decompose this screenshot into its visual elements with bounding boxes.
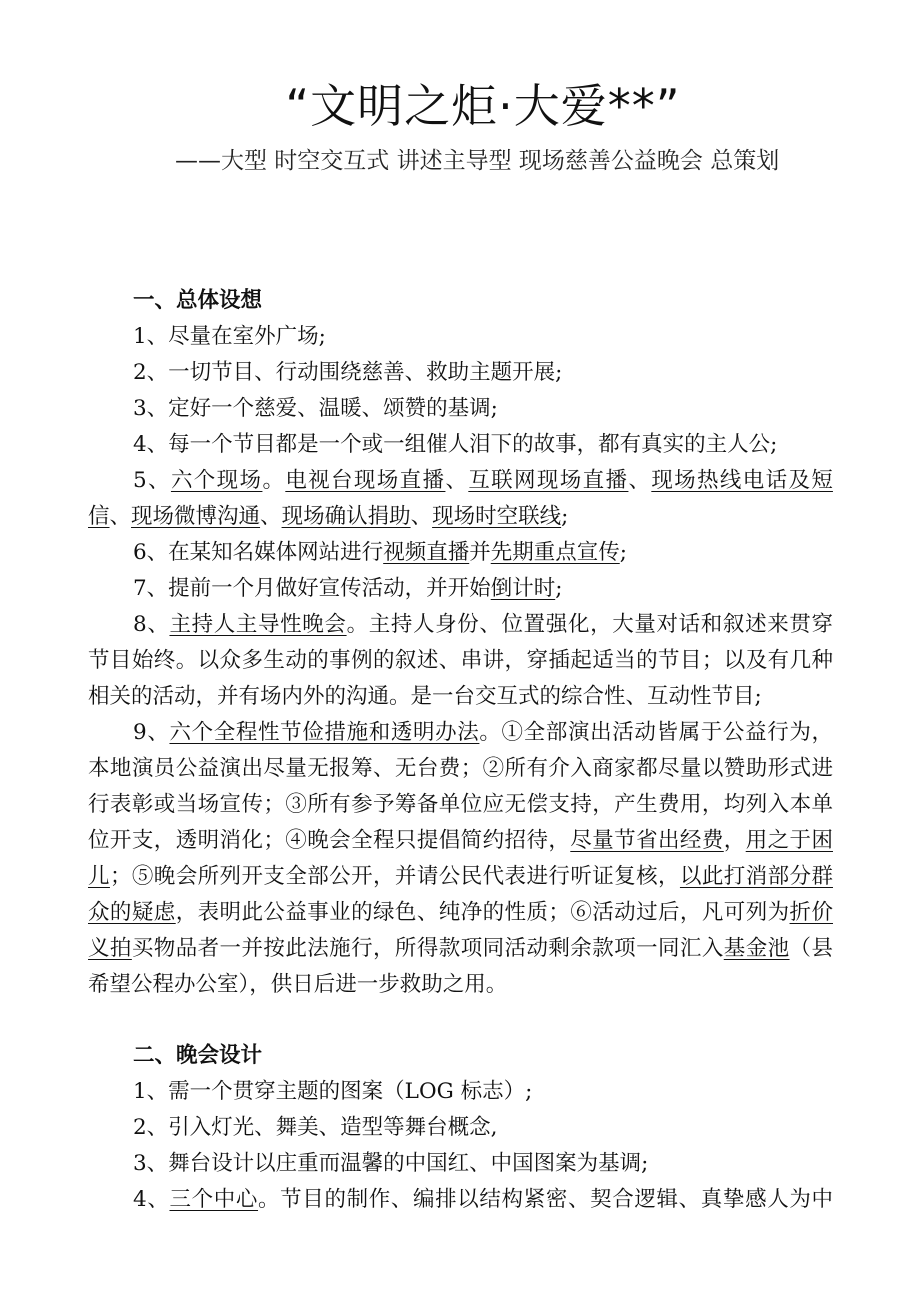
text-segment: ，表明此公益事业的绿色、纯净的性质；⑥活动过后，凡可列为 xyxy=(175,900,790,925)
text-segment: 行表彰或当场宣传；③所有参予筹备单位应无偿支持，产生费用，均列入本单 xyxy=(88,792,833,817)
underlined-text: 先期重点宣传 xyxy=(490,540,620,565)
text-line xyxy=(88,787,833,823)
paragraph xyxy=(88,355,833,391)
text-segment: 、 xyxy=(410,504,433,529)
paragraph xyxy=(88,1182,833,1218)
paragraph xyxy=(88,1074,833,1110)
paragraph xyxy=(88,571,833,607)
text-line xyxy=(88,643,833,679)
underlined-text: 儿 xyxy=(88,864,110,889)
text-segment: 1、尽量在室外广场; xyxy=(133,324,326,349)
text-line xyxy=(88,679,833,715)
underlined-text: 义拍 xyxy=(88,936,132,961)
underlined-text: 电视台现场直播 xyxy=(285,468,446,493)
text-line xyxy=(88,1074,833,1110)
text-segment: 希望公程办公室），供日后进一步救助之用。 xyxy=(88,972,508,997)
text-segment: 9、 xyxy=(133,720,170,745)
text-segment: 并 xyxy=(469,540,491,565)
underlined-text: 现场微博沟通 xyxy=(131,504,261,529)
text-line xyxy=(88,1110,833,1146)
text-line xyxy=(88,319,833,355)
text-segment: 、 xyxy=(109,504,132,529)
text-segment: ；⑤晚会所列开支全部公开，并请公民代表进行听证复核， xyxy=(109,864,680,889)
text-line xyxy=(88,391,833,427)
paragraph xyxy=(88,715,833,1003)
underlined-text: 众的疑虑 xyxy=(88,900,176,925)
text-line xyxy=(88,535,833,571)
text-line xyxy=(88,355,833,391)
text-segment: ， xyxy=(723,828,746,853)
paragraph xyxy=(88,535,833,571)
text-segment: 3、定好一个慈爱、温暖、颂赞的基调; xyxy=(133,396,498,421)
text-line xyxy=(88,931,833,967)
text-segment: 、 xyxy=(260,504,282,529)
underlined-text: 六个现场 xyxy=(170,468,263,493)
text-segment: 8、 xyxy=(133,612,170,637)
text-segment: 位开支，透明消化；④晚会全程只提倡简约招待， xyxy=(88,828,571,853)
underlined-text: 尽量节省出经费 xyxy=(570,828,724,853)
paragraph xyxy=(88,391,833,427)
underlined-text: 六个全程性节俭措施和透明办法 xyxy=(169,720,480,745)
underlined-text: 用之于困 xyxy=(745,828,833,853)
text-segment: 4、 xyxy=(133,1187,170,1212)
paragraph xyxy=(88,427,833,463)
text-segment: 。节目的制作、编排以结构紧密、契合逻辑、真挚感人为中 xyxy=(258,1187,833,1212)
underlined-text: 互联网现场直播 xyxy=(468,468,629,493)
document-subtitle: ——大型 时空交互式 讲述主导型 现场慈善公益晚会 总策划 xyxy=(175,148,780,174)
paragraph xyxy=(88,1146,833,1182)
underlined-text: 视频直播 xyxy=(383,540,470,565)
text-segment: 5、 xyxy=(133,468,171,493)
text-segment: 3、舞台设计以庄重而温馨的中国红、中国图案为基调; xyxy=(133,1151,649,1176)
paragraph xyxy=(88,607,833,715)
text-line xyxy=(88,895,833,931)
underlined-text: 主持人主导性晚会 xyxy=(169,612,347,637)
text-line xyxy=(88,1146,833,1182)
section-heading: 一、总体设想 xyxy=(133,288,263,313)
text-line xyxy=(88,427,833,463)
text-segment: 、 xyxy=(628,468,652,493)
text-segment: 7、提前一个月做好宣传活动，并开始 xyxy=(133,576,491,601)
text-segment: 买物品者一并按此法施行，所得款项同活动剩余款项一同汇入 xyxy=(131,936,724,961)
text-segment: ; xyxy=(555,576,563,601)
underlined-text: 信 xyxy=(88,504,110,529)
text-line xyxy=(88,967,833,1003)
text-segment: ; xyxy=(561,504,569,529)
text-segment: （县 xyxy=(789,936,833,961)
text-segment: 。主持人身份、位置强化，大量对话和叙述来贯穿 xyxy=(346,612,833,637)
section-gap xyxy=(88,1003,833,1038)
text-segment: 6、在某知名媒体网站进行 xyxy=(133,540,384,565)
underlined-text: 现场热线电话及短 xyxy=(651,468,833,493)
text-line xyxy=(88,751,833,787)
underlined-text: 倒计时 xyxy=(490,576,556,601)
paragraph xyxy=(88,1110,833,1146)
text-line xyxy=(88,715,833,751)
text-segment: 相关的活动，并有场内外的沟通。是一台交互式的综合性、互动性节目; xyxy=(88,684,762,709)
underlined-text: 折价 xyxy=(789,900,833,925)
paragraph xyxy=(88,463,833,535)
text-segment: 节目始终。以众多生动的事例的叙述、串讲，穿插起适当的节目；以及有几种 xyxy=(88,648,833,673)
underlined-text: 基金池 xyxy=(723,936,790,961)
text-line xyxy=(88,607,833,643)
text-segment: 1、需一个贯穿主题的图案（LOG 标志）; xyxy=(133,1079,533,1104)
text-line xyxy=(88,571,833,607)
text-segment: 。①全部演出活动皆属于公益行为， xyxy=(479,720,833,745)
underlined-text: 三个中心 xyxy=(169,1187,259,1212)
document-title: “文明之炬·大爱**” xyxy=(285,79,681,133)
paragraph xyxy=(88,319,833,355)
text-line xyxy=(88,499,833,535)
text-segment: 本地演员公益演出尽量无报筹、无台费；②所有介入商家都尽量以赞助形式进 xyxy=(88,756,833,781)
text-segment: 。 xyxy=(262,468,286,493)
text-line xyxy=(88,1182,833,1218)
text-segment: 2、引入灯光、舞美、造型等舞台概念, xyxy=(133,1115,498,1140)
section-heading: 二、晚会设计 xyxy=(133,1043,263,1068)
document-body xyxy=(88,283,833,1218)
underlined-text: 以此打消部分群 xyxy=(679,864,833,889)
text-segment: 2、一切节目、行动围绕慈善、救助主题开展; xyxy=(133,360,563,385)
text-line xyxy=(88,859,833,895)
text-line xyxy=(88,463,833,499)
underlined-text: 现场确认捐助 xyxy=(281,504,411,529)
text-segment: 4、每一个节目都是一个或一组催人泪下的故事，都有真实的主人公; xyxy=(133,432,778,457)
underlined-text: 现场时空联线 xyxy=(432,504,562,529)
text-segment: ; xyxy=(619,540,627,565)
text-line xyxy=(88,823,833,859)
text-segment: 、 xyxy=(445,468,469,493)
